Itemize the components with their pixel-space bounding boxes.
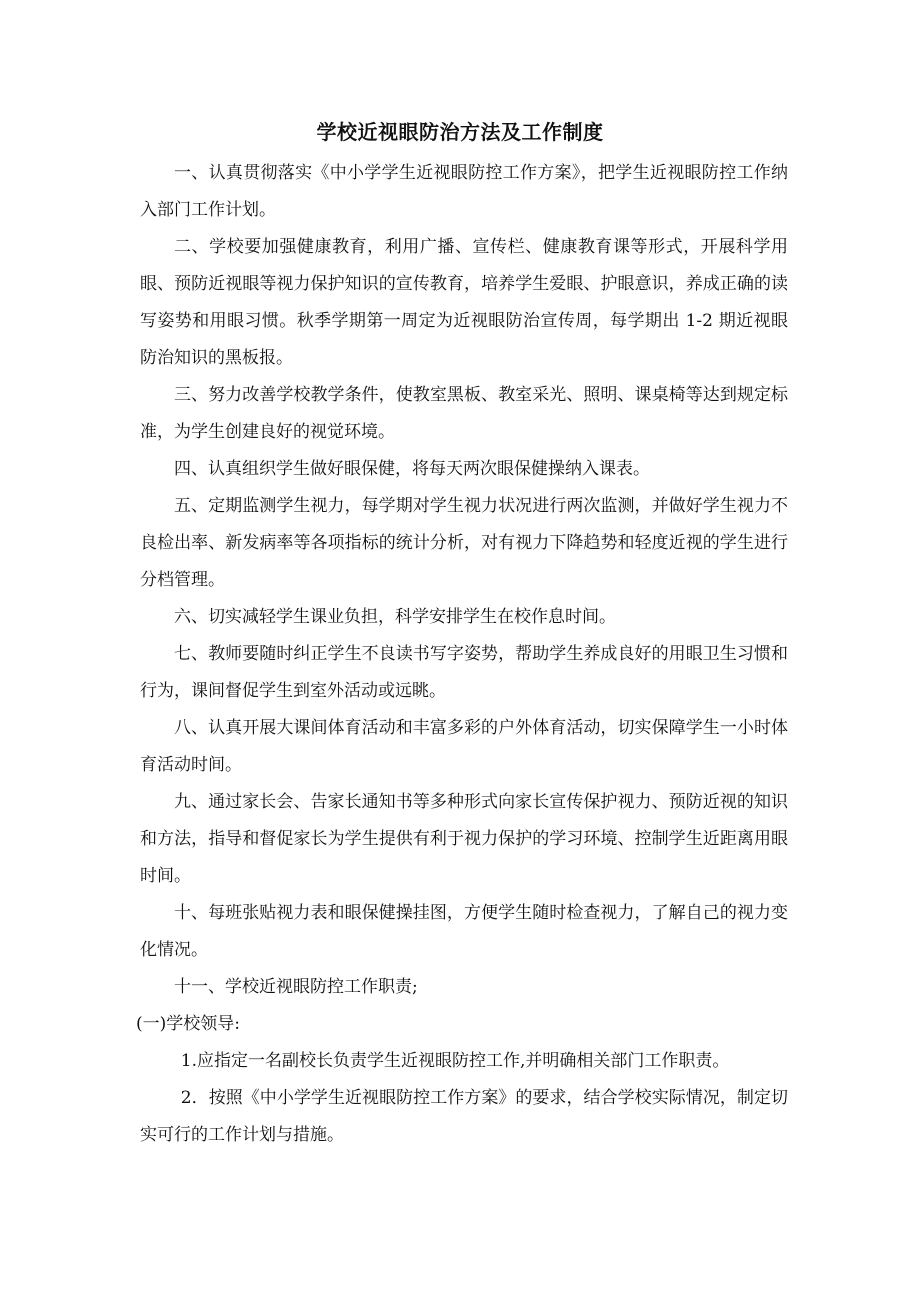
paragraph-10: 十、每班张贴视力表和眼保健操挂图，方便学生随时检查视力，了解自己的视力变化情况。 — [140, 903, 788, 960]
paragraph-2: 二、学校要加强健康教育，利用广播、宣传栏、健康教育课等形式，开展科学用眼、预防近视眼等视力保护知识的宣传教育，培养学生爱眼、护眼意识，养成正确的读写姿势和用眼习惯。秋季学期第一周定为近视眼防治宣传周，每学期出 1-2 期近视眼防治知识的黑板报。 — [140, 237, 788, 368]
subheading-school-leaders: (一)学校领导: — [136, 1014, 240, 1034]
paragraph-1: 一、认真贯彻落实《中小学学生近视眼防控工作方案》，把学生近视眼防控工作纳入部门工作计划。 — [140, 163, 788, 220]
list-item-1: 1.应指定一名副校长负责学生近视眼防控工作,并明确相关部门工作职责。 — [180, 1051, 730, 1071]
paragraph-7: 七、教师要随时纠正学生不良读书写字姿势，帮助学生养成良好的用眼卫生习惯和行为，课间督促学生到室外活动或远眺。 — [140, 644, 788, 701]
paragraph-5: 五、定期监测学生视力，每学期对学生视力状况进行两次监测，并做好学生视力不良检出率、新发病率等各项指标的统计分析，对有视力下降趋势和轻度近视的学生进行分档管理。 — [140, 496, 788, 590]
paragraph-3: 三、努力改善学校教学条件，使教室黑板、教室采光、照明、课桌椅等达到规定标准，为学生创建良好的视觉环境。 — [140, 385, 788, 442]
paragraph-4: 四、认真组织学生做好眼保健，将每天两次眼保健操纳入课表。 — [174, 459, 650, 479]
paragraph-8: 八、认真开展大课间体育活动和丰富多彩的户外体育活动，切实保障学生一小时体育活动时间。 — [140, 718, 788, 775]
document-body — [136, 155, 788, 1154]
paragraph-11: 十一、学校近视眼防控工作职责; — [174, 977, 418, 997]
document-title: 学校近视眼防治方法及工作制度 — [316, 120, 604, 144]
paragraph-9: 九、通过家长会、告家长通知书等多种形式向家长宣传保护视力、预防近视的知识和方法，指导和督促家长为学生提供有利于视力保护的学习环境、控制学生近距离用眼时间。 — [140, 792, 788, 886]
list-item-2: 2．按照《中小学学生近视眼防控工作方案》的要求，结合学校实际情况，制定切实可行的工作计划与措施。 — [140, 1088, 788, 1145]
paragraph-6: 六、切实减轻学生课业负担，科学安排学生在校作息时间。 — [174, 607, 616, 627]
